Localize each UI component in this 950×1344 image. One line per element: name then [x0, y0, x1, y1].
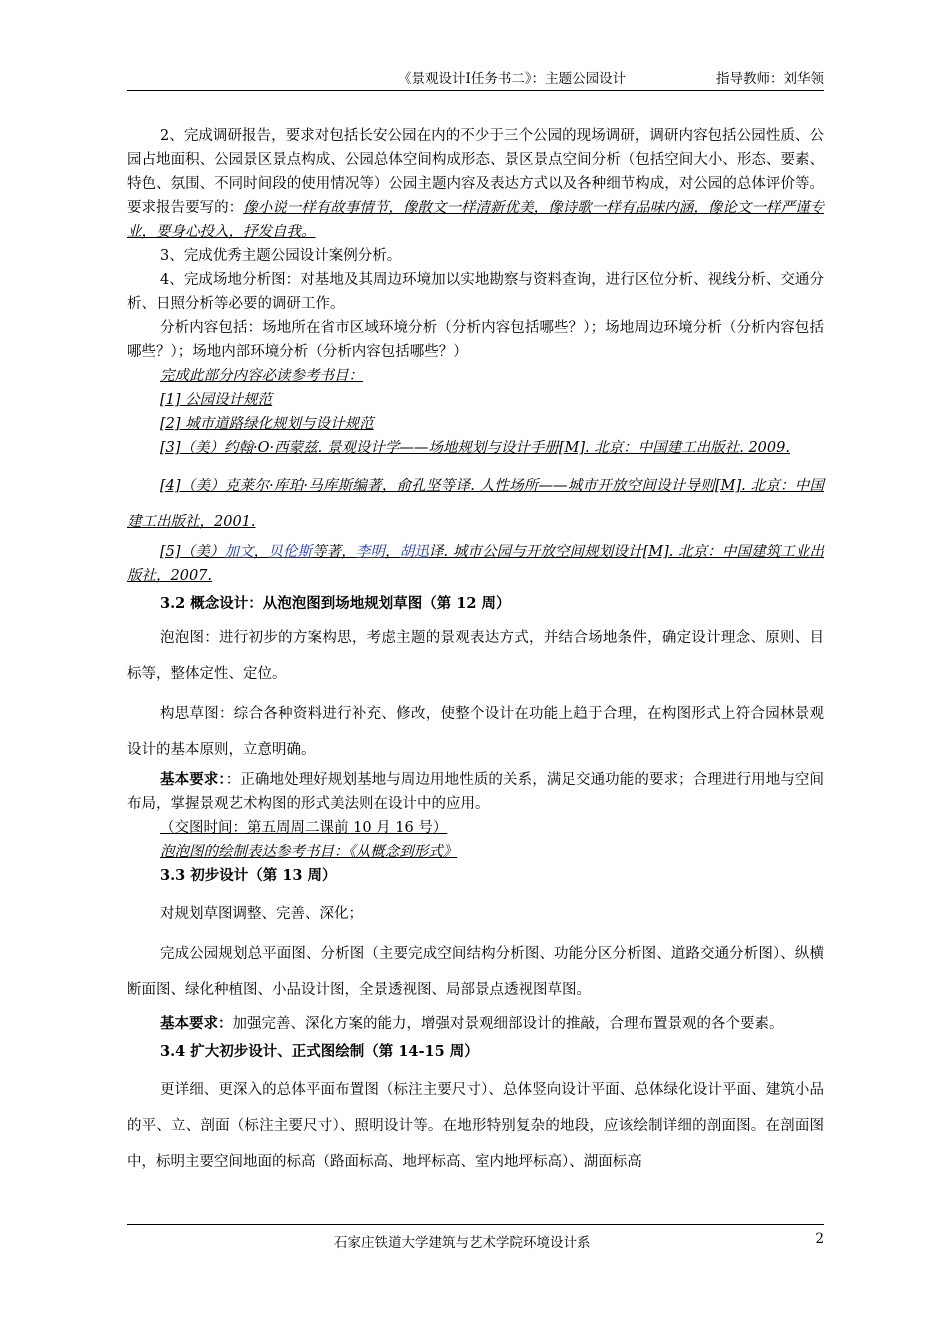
ref5-sep2: 等著， — [312, 544, 356, 560]
paragraph-adjust: 对规划草图调整、完善、深化； — [160, 906, 363, 922]
paragraph-bubble: 泡泡图：进行初步的方案构思，考虑主题的景观表达方式，并结合场地条件，确定设计理念、原则、目标等，整体定性、定位。 — [127, 630, 824, 682]
page-header — [127, 66, 824, 91]
requirement-text-2: 加强完善、深化方案的能力，增强对景观细部设计的推敲，合理布置景观的各个要素。 — [232, 1016, 784, 1032]
paragraph-item4: 4、完成场地分析图：对基地及其周边环境加以实地勘察与资料查询，进行区位分析、视线分析、交通分析、日照分析等必要的调研工作。 — [127, 272, 824, 312]
author-link-beilunsi[interactable]: 贝伦斯 — [268, 544, 313, 560]
author-link-jiawen[interactable]: 加文 — [224, 544, 254, 560]
section-heading-3-3: 3.3 初步设计（第 13 周） — [160, 867, 337, 884]
document-body — [127, 124, 824, 1180]
ref5-prefix: [5]（美） — [160, 544, 225, 560]
paragraph-detail: 更详细、更深入的总体平面布置图（标注主要尺寸）、总体竖向设计平面、总体绿化设计平面、建筑小品的平、立、剖面（标注主要尺寸）、照明设计等。在地形特别复杂的地段，应该绘制详细的剖面图。在剖面图中，标明主要空间地面的标高（路面标高、地坪标高、室内地坪标高）、湖面标高 — [127, 1082, 824, 1170]
reference-2: [2] 城市道路绿化规划与设计规范 — [160, 416, 374, 432]
page-number: 2 — [815, 1231, 824, 1247]
item2-quote: 像小说一样有故事情节，像散文一样清新优美，像诗歌一样有品味内涵，像论文一样严谨专业，要身心投入，抒发自我。 — [127, 200, 824, 240]
section-heading-3-2: 3.2 概念设计：从泡泡图到场地规划草图（第 12 周） — [160, 595, 511, 612]
paragraph-complete: 完成公园规划总平面图、分析图（主要完成空间结构分析图、功能分区分析图、道路交通分析图）、纵横断面图、绿化种植图、小品设计图，全景透视图、局部景点透视图草图。 — [127, 946, 824, 998]
page-footer — [127, 1224, 824, 1249]
ref5-sep1: ， — [253, 544, 269, 560]
header-teacher: 指导教师：刘华领 — [716, 71, 824, 87]
requirement-label: 基本要求： — [160, 771, 226, 788]
paragraph-requirement-1 — [127, 768, 824, 816]
reference-5 — [127, 540, 824, 588]
ref5-rest: 译. 城市公园与开放空间规划设计[M]. 北京：中国建筑工业出版社，2007. — [127, 544, 825, 584]
deadline-note: （交图时间：第五周周二课前 10 月 16 号） — [160, 820, 448, 836]
section-heading-3-4: 3.4 扩大初步设计、正式图绘制（第 14-15 周） — [160, 1043, 479, 1060]
footer-school: 石家庄铁道大学建筑与艺术学院环境设计系 — [334, 1235, 591, 1251]
requirement-label-2: 基本要求： — [160, 1015, 233, 1032]
item2-text: 2、完成调研报告，要求对包括长安公园在内的不少于三个公园的现场调研，调研内容包括公园性质、公园占地面积、公园景区景点构成、公园总体空间构成形态、景区景点空间分析（包括空间大小、形态、要素、特色、氛围、不同时间段的使用情况等）公园主题内容及表达方式以及各种细节构成，对公园的总体评价等。要求报告要写的： — [127, 128, 824, 216]
paragraph-sketch: 构思草图：综合各种资料进行补充、修改，使整个设计在功能上趋于合理，在构图形式上符合园林景观设计的基本原则，立意明确。 — [127, 706, 824, 758]
reference-3: [3]（美）约翰·O·西蒙兹. 景观设计学——场地规划与设计手册[M]. 北京：中国建工出版社. 2009. — [160, 440, 790, 456]
translator-link-liming[interactable]: 李明 — [355, 544, 386, 560]
paragraph-analysis: 分析内容包括：场地所在省市区域环境分析（分析内容包括哪些？）；场地周边环境分析（分析内容包括哪些？）；场地内部环境分析（分析内容包括哪些？） — [127, 320, 824, 360]
paragraph-requirement-2 — [127, 1012, 824, 1036]
bubble-reference: 泡泡图的绘制表达参考书目：《从概念到形式》 — [160, 844, 458, 860]
paragraph-item3: 3、完成优秀主题公园设计案例分析。 — [160, 248, 402, 264]
paragraph-item2 — [127, 124, 824, 244]
refs-title: 完成此部分内容必读参考书目： — [160, 368, 363, 384]
reference-4: [4]（美）克莱尔·库珀·马库斯编著，俞孔坚等译. 人性场所——城市开放空间设计导则[M]. 北京：中国建工出版社，2001. — [127, 478, 824, 530]
translator-link-huxun[interactable]: 胡迅 — [399, 544, 429, 560]
header-title: 《景观设计I任务书二》：主题公园设计 — [398, 71, 627, 87]
reference-1: [1] 公园设计规范 — [160, 392, 273, 408]
ref5-sep3: ， — [385, 544, 400, 560]
requirement-text: ：正确地处理好规划基地与周边用地性质的关系，满足交通功能的要求；合理进行用地与空间布局，掌握景观艺术构图的形式美法则在设计中的应用。 — [127, 772, 825, 812]
